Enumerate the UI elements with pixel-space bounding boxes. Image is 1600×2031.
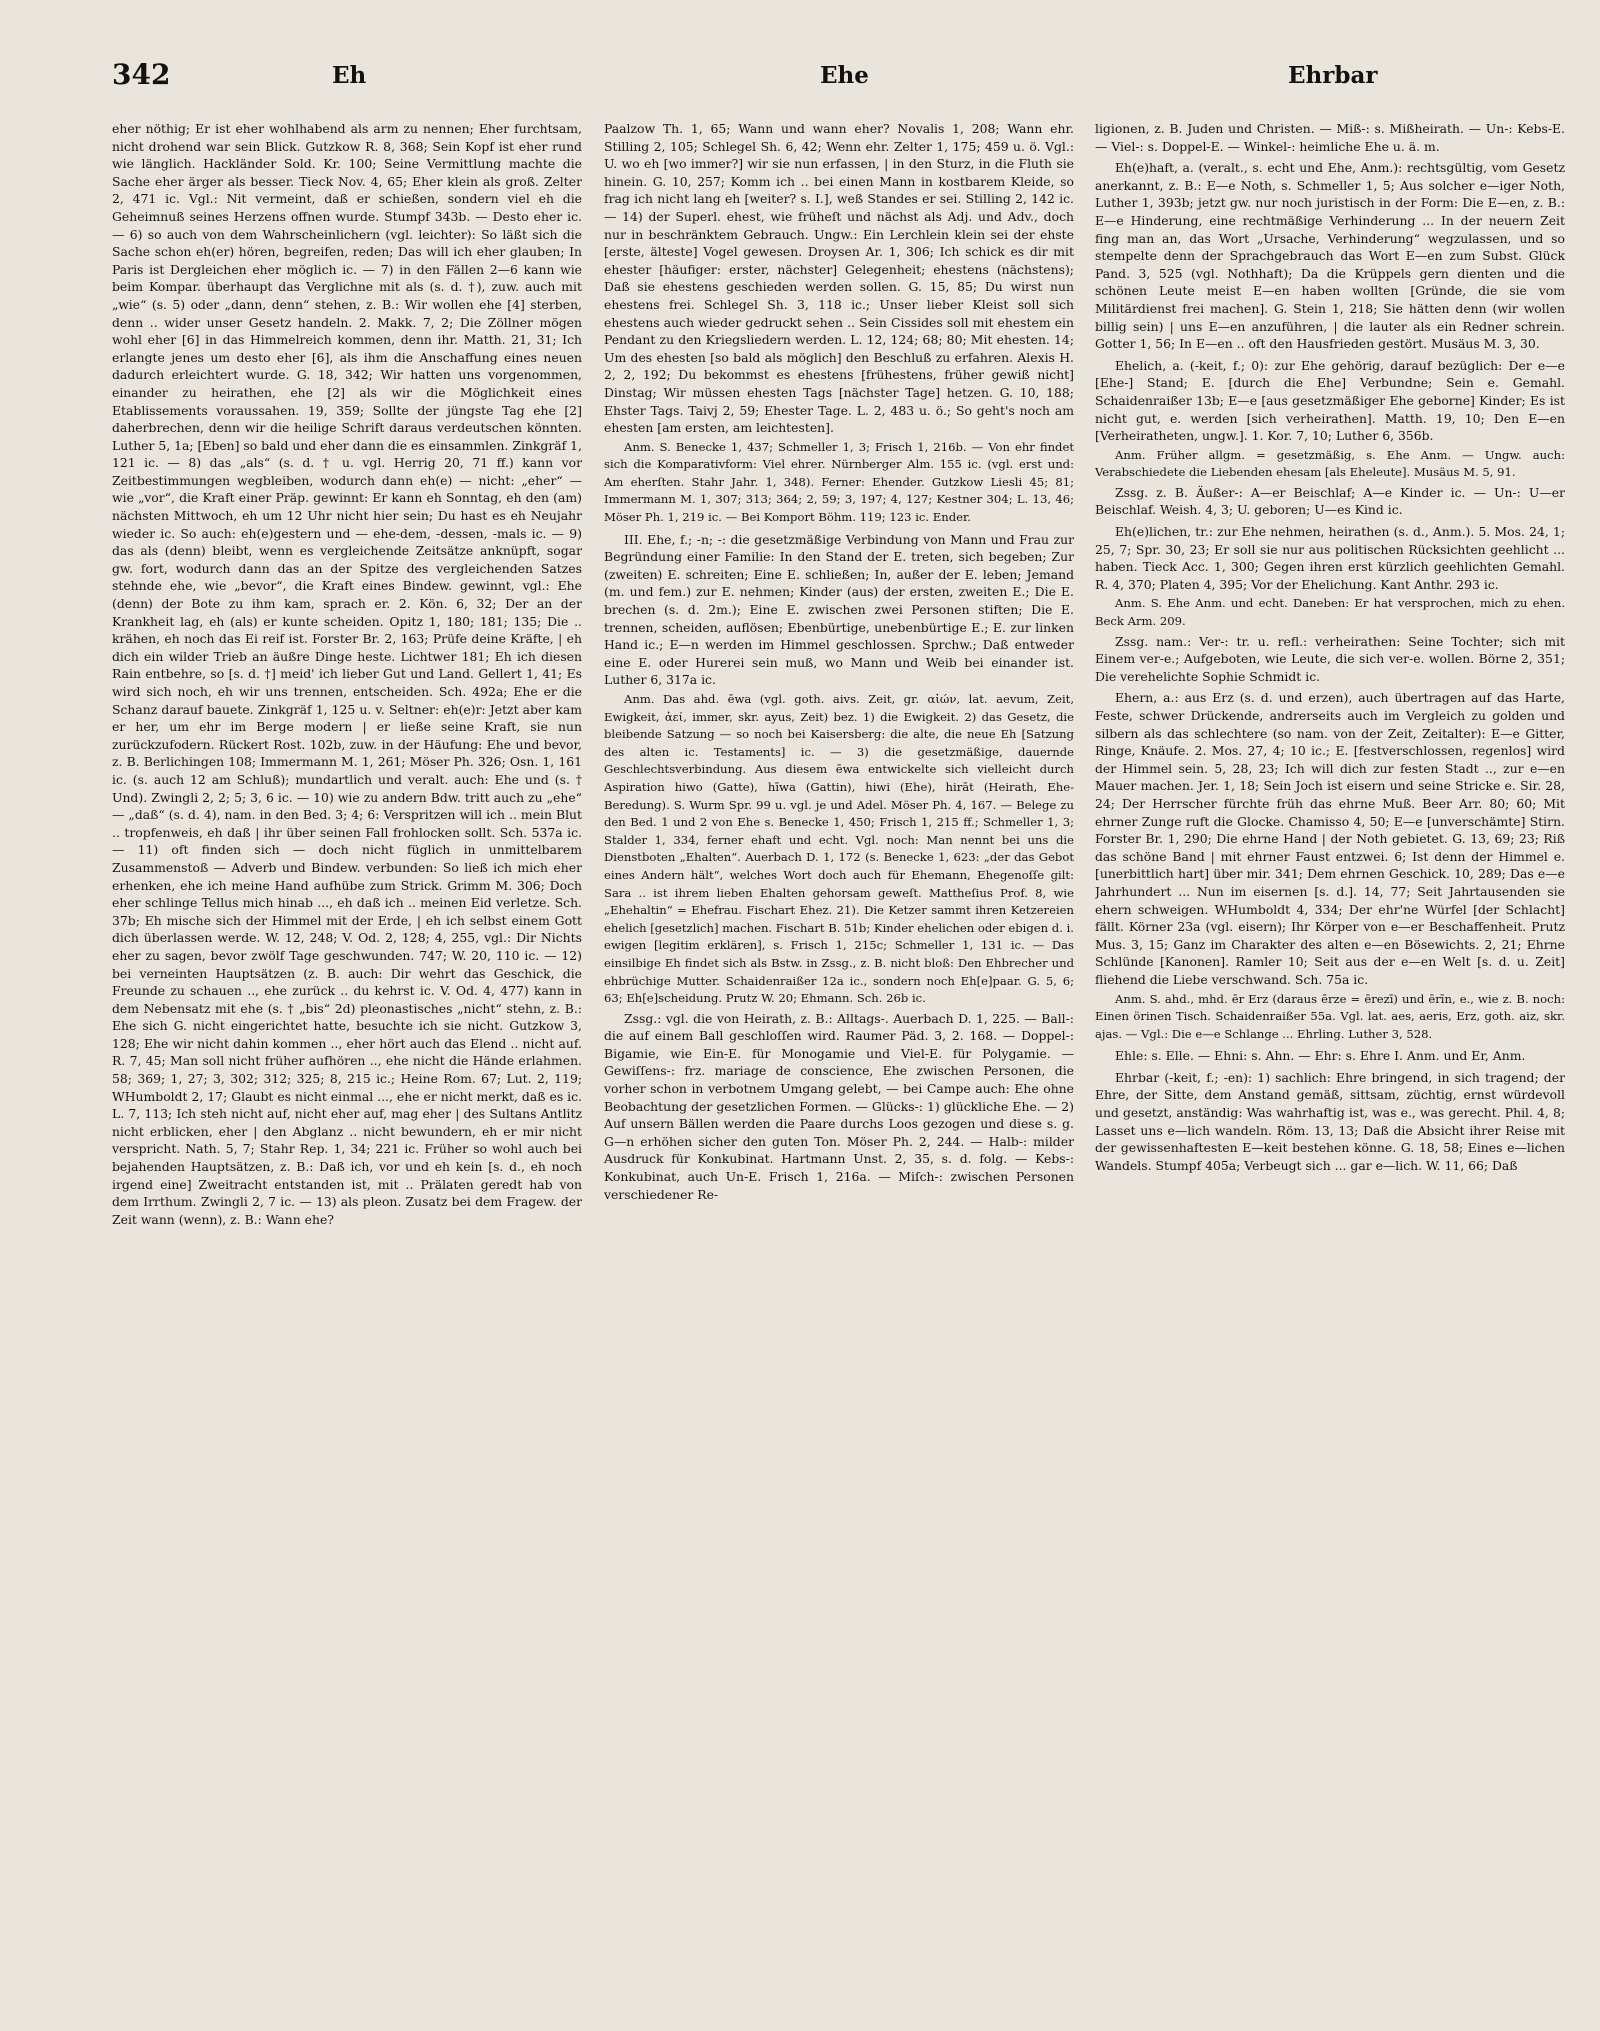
entry-ehelichen: Eh(e)lichen, tr.: zur Ehe nehmen, heirathen (s. d., Anm.). 5. Mos. 24, 1; 25, 7; Spr. 30, 23; Er soll sie nur aus politischen Rücksichten geehlicht ... haben. Tieck Acc. 1, 300; Gegen ihren erst kürzlich geehlichten Gemahl. R. 4, 370; Platen 4, 395; Vor der Ehelichung. Kant Anthr. 293 ic.	[1095, 524, 1565, 592]
entry-cross-refs: Ehle: s. Elle. — Ehni: s. Ahn. — Ehr: s. Ehre I. Anm. und Er, Anm.	[1115, 1048, 1526, 1064]
entry-ehe: III. Ehe, f.; -n; -: die gesetzmäßige Verbindung von Mann und Frau zur Begründung einer Familie: In den Stand der E. treten, sich begeben; Zur (zweiten) E. schreiten; Eine E. schließen; In, außer der E. leben; Jemand (m. und fem.) zur E. nehmen; Kinder (aus) der ersten, zweiten E.; Die E. brechen (s. d. 2m.); Eine E. zwischen zwei Personen stiften; Die E. trennen, scheiden, auflösen; Ebenbürtige, unebenbürtige E.; E. zur linken Hand ic.; E—n werden im Himmel geschlossen. Sprchw.; Daß entweder eine E. oder Hurerei sein muß, wo Mann und Weib bei einander ist. Luther 6, 317a ic.	[604, 531, 1074, 688]
paragraph: ligionen, z. B. Juden und Christen. — Miß-: s. Mißheirath. — Un-: Kebs-E. — Viel-: s. Doppel-E. — Winkel-: heimliche Ehe u. ä. m.	[1095, 121, 1565, 154]
note-paragraph: Anm. S. ahd., mhd. ēr Erz (daraus ērze = ērezī) und ērīn, e., wie z. B. noch: Einen örinen Tisch. Schaidenraißer 55a. Vgl. lat. aes, aeris, Erz, goth. aiz, skr. ajas. — Vgl.: Die e—e Schlange ... Ehrling. Luther 3, 528.	[1095, 991, 1565, 1041]
note-paragraph: Anm. S. Benecke 1, 437; Schmeller 1, 3; Frisch 1, 216b. — Von ehr findet sich die Komparativform: Viel ehrer. Nürnberger Alm. 155 ic. (vgl. erst und: Am eherſten. Stahr Jahr. 1, 348). Ferner: Ehender. Gutzkow Liesli 45; 81; Immermann M. 1, 307; 313; 364; 2, 59; 3, 197; 4, 127; Kestner 304; L. 13, 46; Möser Ph. 1, 219 ic. — Bei Komport Böhm. 119; 123 ic. Ender.	[604, 439, 1074, 525]
compounds-paragraph: Zssg. nam.: Ver-: tr. u. refl.: verheirathen: Seine Tochter; sich mit Einem ver-e.; Aufgeboten, wie Leute, die sich ver-e. wollen. Börne 2, 351; Die verehelichte Sophie Schmidt ic.	[1095, 633, 1565, 684]
entry-ehehaft: Eh(e)haft, a. (veralt., s. echt und Ehe, Anm.): rechtsgültig, vom Gesetz anerkannt, z. B.: E—e Noth, s. Schmeller 1, 5; Aus solcher e—iger Noth, Luther 1, 393b; jetzt gw. nur noch juristisch in der Form: Die E—en, z. B.: E—e Hinderung, eine rechtmäßige Verhinderung ... In der neuern Zeit fing man an, das Wort „Ursache, Verhinderung“ wegzulassen, und so stempelte denn der Sprachgebrauch das Wort E—en zum Subst. Glück Pand. 3, 525 (vgl. Nothhaft); Da die Krüppels gern dienten und die schönen Leute meist E—en haben wollten [Gründe, die sie vom Militärdienst frei machen]. G. Stein 1, 218; Sie hätten denn (wir wollen billig sein) | uns E—en anzuführen, | die lauter als ein Redner schrein. Gotter 1, 56; In E—en .. oft den Hausfrieden gestört. Musäus M. 3, 30.	[1095, 160, 1565, 352]
entry-ehelich: Ehelich, a. (-keit, f.; 0): zur Ehe gehörig, darauf bezüglich: Der e—e [Ehe-] Stand; E. [durch die Ehe] Verbundne; Sein e. Gemahl. Schaidenraißer 13b; E—e [aus gesetzmäßiger Ehe geborne] Kinder; Es ist nicht gut, e. werden [sich verheirathen]. Matth. 19, 10; Den E—en [Verheiratheten, ungw.]. 1. Kor. 7, 10; Luther 6, 356b.	[1095, 357, 1565, 444]
running-head-left: Eh	[332, 62, 367, 89]
text-column-2	[604, 120, 1074, 2010]
page-header	[0, 58, 1600, 108]
page-number: 342	[112, 58, 171, 91]
note-paragraph: Anm. Das ahd. ēwa (vgl. goth. aivs. Zeit, gr. αἰών, lat. aevum, Zeit, Ewigkeit, ἀεί, immer, skr. ayus, Zeit) bez. 1) die Ewigkeit. 2) das Gesetz, die bleibende Satzung — so noch bei Kaisersberg: die alte, die neue Eh [Satzung des alten ic. Testaments] ic. — 3) die gesetzmäßige, dauernde Geschlechtsverbindung. Aus diesem ēwa entwickelte sich vielleicht durch Aspiration hiwo (Gatte), hīwa (Gattin), hiwi (Ehe), hirāt (Heirath, Ehe-Beredung). S. Wurm Spr. 99 u. vgl. je und Adel. Möser Ph. 4, 167. — Belege zu den Bed. 1 und 2 von Ehe s. Benecke 1, 450; Frisch 1, 215 ff.; Schmeller 1, 3; Stalder 1, 334, ferner ehaft und echt. Vgl. noch: Man nennt bei uns die Dienstboten „Ehalten“. Auerbach D. 1, 172 (s. Benecke 1, 623: „der das Gebot eines Andern hält“, welches Wort doch auch für Ehemann, Ehegenoſſe gilt: Sara .. ist ihrem lieben Ehalten gehorsam geweſt. Mattheſius Prof. 8, wie „Ehehaltin“ = Ehefrau. Fischart Ehez. 21). Die Ketzer sammt ihren Ketzereien ehelich [gesetzlich] machen. Fischart B. 51b; Kinder ehelichen oder ebigen d. i. ewigen [legitim erklären], s. Frisch 1, 215c; Schmeller 1, 131 ic. — Das einsilbige Eh findet sich als Bstw. in Zssg., z. B. nicht bloß: Den Ehbrecher und ehbrüchige Mutter. Schaidenraißer 12a ic., sondern noch Eh[e]paar. G. 5, 6; 63; Eh[e]scheidung. Prutz W. 20; Ehmann. Sch. 26b ic.	[604, 692, 1074, 1006]
compounds-paragraph: Zssg.: vgl. die von Heirath, z. B.: Alltags-. Auerbach D. 1, 225. — Ball-: die auf einem Ball geschloſſen wird. Raumer Päd. 3, 2. 168. — Doppel-: Bigamie, wie Ein-E. für Monogamie und Viel-E. für Polygamie. — Gewiſſens-: frz. mariage de conscience, Ehe zwischen Personen, die vorher schon in verbotnem Umgang gelebt, — bei Campe auch: Ehe ohne Beobachtung der gesetzlichen Formen. — Glücks-: 1) glückliche Ehe. — 2) Auf unsern Bällen werden die Paare durchs Loos gezogen und diese s. g. G—n erhöhen sicher den guten Ton. Möser Ph. 2, 244. — Halb-: milder Ausdruck für Konkubinat. Hartmann Unst. 2, 35, s. d. folg. — Kebs-: Konkubinat, auch Un-E. Frisch 1, 216a. — Miſch-: zwischen Personen verschiedener Re-	[604, 1010, 1074, 1202]
note-paragraph: Anm. Früher allgm. = gesetzmäßig, s. Ehe Anm. — Ungw. auch: Verabschiedete die Liebenden ehesam [als Eheleute]. Musäus M. 5, 91.	[1095, 447, 1565, 480]
note-paragraph: Anm. S. Ehe Anm. und echt. Daneben: Er hat versprochen, mich zu ehen. Beck Arm. 209.	[1095, 596, 1565, 629]
entry-ehern: Ehern, a.: aus Erz (s. d. und erzen), auch übertragen auf das Harte, Feste, schwer Drückende, andrerseits auch im Vergleich zu golden und silbern als das schlechtere (so nam. von der Zeit, Zeitalter): E—e Gitter, Ringe, Knäufe. 2. Mos. 27, 4; 10 ic.; E. [festverschlossen, regenlos] wird der Himmel sein. 5, 28, 23; Ich will dich zur festen Stadt .., zur e—en Mauer machen. Jer. 1, 18; Sein Joch ist eisern und seine Stricke e. Sir. 28, 24; Der Herrscher fürchte früh das ehrne Muß. Beer Arr. 80; 60; Mit ehrner Zunge ruft die Glocke. Chamisso 4, 50; E—e [unverschämte] Stirn. Forster Br. 1, 290; Die ehrne Hand | der Noth gebietet. G. 13, 69; 23; Riß das schöne Band | mit ehrner Faust entzwei. 6; Ist denn der Himmel e. [unerbittlich hart] über mir. 341; Dem ehrnen Geschick. 10, 289; Das e—e Jahrhundert ... Nun im eisernen [s. d.]. 14, 77; Seit Jahrtausenden sie ehern schweigen. WHumboldt 4, 334; Der ehr'ne Würfel [der Schlacht] fällt. Körner 23a (vgl. eisern); Ihr Körper von e—er Beschaffenheit. Prutz Mus. 3, 15; Ganz im Charakter des alten e—en Bösewichts. 2, 21; Ehrne Schlünde [Kanonen]. Ramler 10; Seit aus der e—en Welt [s. d. u. Zeit] fliehend die Liebe verschwand. Sch. 75a ic.	[1095, 690, 1565, 987]
entry-ehrbar: Ehrbar (-keit, f.; -en): 1) sachlich: Ehre bringend, in sich tragend; der Ehre, der Sitte, dem Anstand gemäß, sittsam, züchtig, ernst würdevoll und gesetzt, anständig: Was wahrhaftig ist, was e., was gerecht. Phil. 4, 8; Lasset uns e—lich wandeln. Röm. 13, 13; Daß die Absicht ihrer Reise mit der gewissenhaftesten E—keit bestehen könne. G. 18, 58; Eines e—lichen Wandels. Stumpf 405a; Verbeugt sich ... gar e—lich. W. 11, 66; Daß	[1095, 1069, 1565, 1173]
compounds-paragraph: Zssg. z. B. Äußer-: A—er Beischlaf; A—e Kinder ic. — Un-: U—er Beischlaf. Weish. 4, 3; U. geboren; U—es Kind ic.	[1095, 484, 1565, 518]
running-head-center: Ehe	[820, 62, 869, 89]
paragraph: Paalzow Th. 1, 65; Wann und wann eher? Novalis 1, 208; Wann ehr. Stilling 2, 105; Schlegel Sh. 6, 42; Wenn ehr. Zelter 1, 175; 459 u. ö. Vgl.: U. wo eh [wo immer?] wir sie nun erfassen, | in den Sturz, in die Fluth sie hinein. G. 10, 257; Komm ich .. bei einen Mann in kostbarem Kleide, so frag ich nicht lang eh [weiter? s. I.], weß Standes er sei. Stilling 2, 142 ic. — 14) der Superl. ehest, wie früheſt und nächst als Adj. und Adv., doch nur in beschränktem Gebrauch. Ungw.: Ein Lerchlein klein sei der ehste [erste, älteste] Vogel gewesen. Droysen Ar. 1, 306; Ich schick es dir mit ehester [häufiger: erster, nächster] Gelegenheit; ehestens (nächstens); Daß sie ehestens geschieden werden sollen. G. 15, 85; Du wirst nun ehestens frei. Schlegel Sh. 3, 118 ic.; Unser lieber Kleist soll sich ehestens auch wieder gedruckt sehen .. Sein Cissides soll mit ehestem ein Pendant zu den Kriegsliedern werden. L. 12, 124; 68; 80; Mit ehesten. 14; Um des ehesten [so bald als möglich] den Beschluß zu erfahren. Alexis H. 2, 2, 192; Du bekommst es ehestens [frühestens, früher gewiß nicht] Dinstag; Wir müssen ehesten Tags [nächster Tage] hetzen. G. 10, 188; Ehster Tags. Taivj 2, 59; Ehester Tage. L. 2, 483 u. ö.; So geht's noch am ehesten [am ersten, am leichtesten].	[604, 121, 1074, 436]
running-head-right: Ehrbar	[1288, 62, 1378, 89]
text-column-3	[1095, 120, 1565, 2010]
text-column-1	[112, 120, 582, 2010]
paragraph: eher nöthig; Er ist eher wohlhabend als arm zu nennen; Eher furchtsam, nicht drohend war sein Blick. Gutzkow R. 8, 368; Sein Kopf ist eher rund wie länglich. Hackländer Sold. Kr. 100; Seine Vermittlung machte die Sache eher ärger als besser. Tieck Nov. 4, 65; Eher klein als groß. Zelter 2, 471 ic. Vgl.: Nit vermeint, daß er schießen, sondern viel eh die Geheimnuß seines Herzens offnen wurde. Stumpf 343b. — Desto eher ic. — 6) so auch von dem Wahrscheinlichern (vgl. leichter): So läßt sich die Sache schon eh(er) hören, begreifen, reden; Das will ich eher glauben; In Paris ist Dergleichen eher möglich ic. — 7) in den Fällen 2—6 kann wie beim Kompar. überhaupt das Verglichne mit als (s. d. †), zuw. auch mit „wie“ (s. 5) oder „dann, denn“ stehen, z. B.: Wir wollen ehe [4] sterben, denn .. wider unser Gesetz handeln. 2. Makk. 7, 2; Die Zöllner mögen wohl eher [6] in das Himmelreich kommen, denn ihr. Matth. 21, 31; Ich erlangte jenes um desto eher [6], als ihm die Anschaffung eines neuen dadurch erleichtert wurde. G. 18, 342; Wir hatten uns vorgenommen, einander zu heirathen, ehe [2] als wir die Möglichkeit eines Etablissements voraussahen. 19, 359; Sollte der jüngste Tag ehe [2] daherbrechen, denn wir die heilige Schrift daraus verdeutschen könnten. Luther 5, 1a; [Eben] so bald und eher dann die es einsammlen. Zinkgräf 1, 121 ic. — 8) das „als“ (s. d. † u. vgl. Herrig 20, 71 ff.) kann vor Zeitbestimmungen wegbleiben, wodurch dann eh(e) — nicht: „eher“ — wie „vor“, die Kraft einer Präp. gewinnt: Er kann eh Sonntag, eh den (am) nächsten Mittwoch, eh um 12 Uhr nicht hier sein; Du hast es eh Neujahr wieder ic. So auch: eh(e)gestern und — ehe-dem, -dessen, -mals ic. — 9) das als (denn) bleibt, wenn es vergleichende Zeitsätze anknüpft, sogar gw. fort, wodurch dann das an der Spitze des vergleichenden Satzes stehnde ehe, wie „bevor“, die Kraft eines Bindew. gewinnt, vgl.: Ehe (denn) der Bote zu ihm kam, sprach er. 2. Kön. 6, 32; Der an der Krankheit lag, eh (als) er kunte scheiden. Opitz 1, 180; 181; 135; Die .. krähen, eh noch das Ei reif ist. Forster Br. 2, 163; Prüfe deine Kräfte, | eh dich ein wilder Trieb an äußre Dinge heste. Lichtwer 181; Eh ich diesen Rain entbehre, so [s. d. †] meid' ich lieber Gut und Land. Gellert 1, 41; Es wird sich noch, eh wir uns trennen, entscheiden. Sch. 492a; Ehe er die Schanz darauf bauete. Zinkgräf 1, 125 u. v. Seltner: eh(e)r: Jetzt aber kam er her, um ehr im Berge modern | er ließe seine Kraft, sie nun zurückzufodern. Rückert Rost. 102b, zuw. in der Häufung: Ehe und bevor, z. B. Berlichingen 108; Immermann M. 1, 261; Möser Ph. 326; Osn. 1, 161 ic. (s. auch 12 am Schluß); mundartlich und veralt. auch: Ehe und (s. † Und). Zwingli 2, 2; 5; 3, 6 ic. — 10) wie zu andern Bdw. tritt auch zu „ehe“ — „daß“ (s. d. 4), nam. in den Bed. 3; 4; 6: Verspritzen will ich .. mein Blut .. tropfenweis, eh daß | ihr über seinen Fall frohlocken sollt. Sch. 537a ic. — 11) oft finden sich — doch nicht füglich in unmittelbarem Zusammenstoß — Adverb und Bindew. verbunden: So ließ ich mich eher erhenken, ehe ich meine Hand aufhübe zum Strick. Grimm M. 306; Doch eher schlinge Tellus mich hinab ..., eh daß ich .. meinen Eid verletze. Sch. 37b; Eh mische sich der Himmel mit der Erde, | eh ich selbst einem Gott dich überlassen werde. W. 12, 248; V. Od. 2, 128; 4, 255, vgl.: Dir Nichts eher zu sagen, bevor zwölf Tage geschwunden. 747; W. 20, 110 ic. — 12) bei verneinten Hauptsätzen (z. B. auch: Dir wehrt das Geschick, die Freunde zu schauen .., ehe zurück .. du kehrst ic. V. Od. 4, 477) kann in dem Nebensatz mit ehe (s. † „bis“ 2d) pleonastisches „nicht“ stehn, z. B.: Ehe sich G. nicht eingerichtet hatte, besuchte ich sie nicht. Gutzkow 3, 128; Ehe wir nicht dahin kommen .., eher hört auch das Elend .. nicht auf. R. 7, 45; Man soll nicht früher aufhören .., ehe nicht die Hände erlahmen. 58; 369; 1, 27; 3, 302; 312; 325; 8, 215 ic.; Heine Rom. 67; Lut. 2, 119; WHumboldt 2, 17; Glaubt es nicht einmal ..., ehe er nicht merkt, daß es ic. L. 7, 113; Ich steh nicht auf, nicht eher auf, mag eher | des Sultans Antlitz nicht erblicken, eher | den Abglanz .. nicht bewundern, eh er mir nicht verspricht. Nath. 5, 7; Stahr Rep. 1, 34; 221 ic. Früher so wohl auch bei bejahenden Hauptsätzen, z. B.: Daß ich, vor und eh kein [s. d., eh noch irgend eine] Zweitracht entstanden ist, mit .. Prälaten geredt hab von dem Irrthum. Zwingli 2, 7 ic. — 13) als pleon. Zusatz bei dem Fragew. der Zeit wann (wenn), z. B.: Wann ehe?	[112, 121, 582, 1227]
